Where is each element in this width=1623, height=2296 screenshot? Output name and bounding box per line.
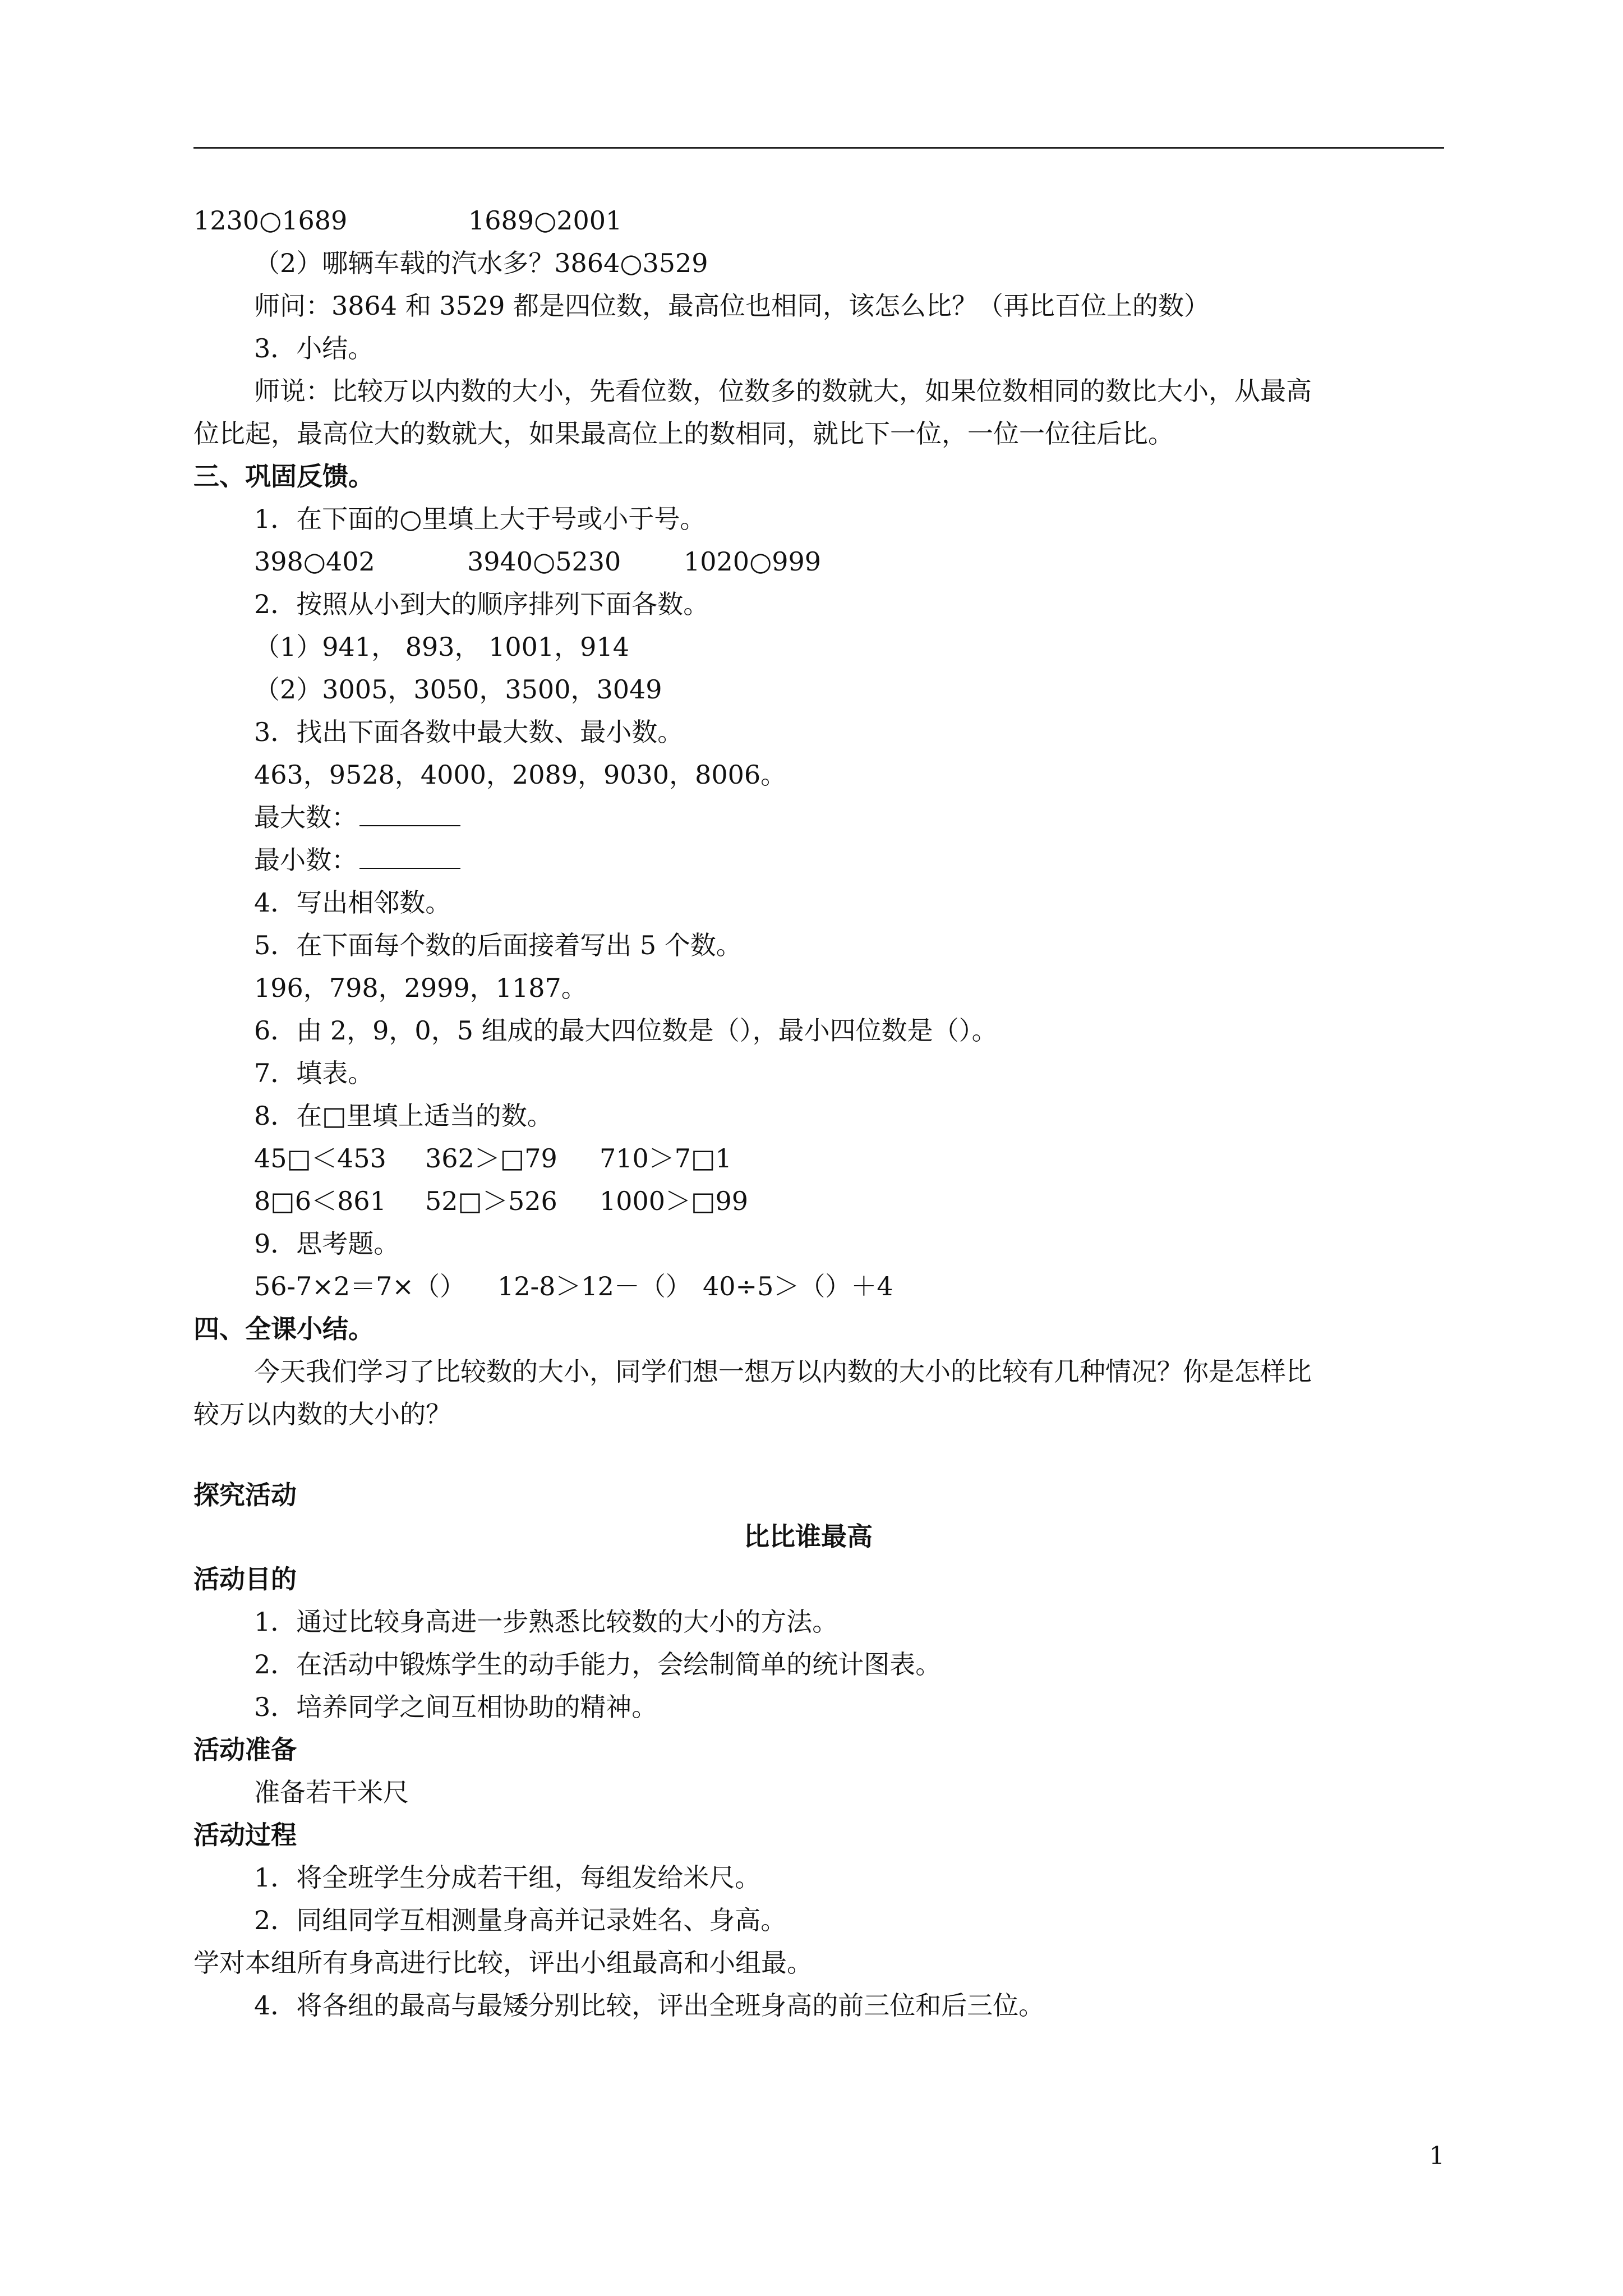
max-number-row — [254, 801, 460, 834]
exercise-9-item-c: 40÷5＞（）＋4 — [703, 1271, 893, 1301]
exercise-8-item-a3: 710＞7□1 — [600, 1143, 732, 1174]
closing-paragraph-1: 今天我们学习了比较数的大小，同学们想一想万以内数的大小的比较有几种情况？你是怎样比 — [254, 1356, 1312, 1387]
exercise-8-item-a1: 45□＜453 — [254, 1143, 386, 1174]
activity-goal-2: 2．在活动中锻炼学生的动手能力，会绘制简单的统计图表。 — [254, 1649, 942, 1680]
max-number-blank — [359, 803, 460, 826]
exercise-6: 6．由 2，9，0，5 组成的最大四位数是（），最小四位数是（）。 — [254, 1015, 998, 1046]
min-number-row — [254, 844, 460, 876]
summary-title: 3．小结。 — [254, 333, 374, 364]
header-rule — [193, 147, 1444, 149]
min-number-label: 最小数： — [254, 845, 357, 875]
exercise-9-item-a: 56-7×2＝7×（） — [254, 1271, 465, 1301]
closing-paragraph-2: 较万以内数的大小的？ — [193, 1399, 451, 1429]
activity-process-2: 2．同组同学互相测量身高并记录姓名、身高。 — [254, 1905, 787, 1935]
activity-process-1: 1．将全班学生分成若干组，每组发给米尺。 — [254, 1862, 761, 1893]
activity-process-heading: 活动过程 — [193, 1820, 297, 1850]
exercise-8-item-b2: 52□＞526 — [425, 1186, 557, 1216]
question-2: （2）哪辆车载的汽水多？3864○3529 — [254, 248, 708, 278]
exercise-3-numbers: 463，9528，4000，2089，9030，8006。 — [254, 760, 787, 790]
teacher-explanation-1: 师说：比较万以内数的大小，先看位数，位数多的数就大，如果位数相同的数比大小，从最高 — [254, 376, 1312, 406]
exercise-5-numbers: 196，798，2999，1187。 — [254, 973, 587, 1003]
teacher-explanation-2: 位比起，最高位大的数就大，如果最高位上的数相同，就比下一位，一位一位往后比。 — [193, 418, 1174, 449]
exercise-1-item-a: 398○402 — [254, 546, 375, 577]
exercise-8-item-b3: 1000＞□99 — [600, 1186, 749, 1216]
section-heading-summary: 四、全课小结。 — [193, 1314, 374, 1344]
activity-goal-1: 1．通过比较身高进一步熟悉比较数的大小的方法。 — [254, 1607, 838, 1637]
exercise-1-item-b: 3940○5230 — [467, 546, 621, 577]
page-number: 1 — [1429, 2142, 1445, 2170]
activity-goal-heading: 活动目的 — [193, 1564, 297, 1594]
section-heading-consolidation: 三、巩固反馈。 — [193, 461, 374, 491]
exercise-1: 1．在下面的○里填上大于号或小于号。 — [254, 504, 706, 534]
activity-process-4: 4．将各组的最高与最矮分别比较，评出全班身高的前三位和后三位。 — [254, 1990, 1045, 2021]
comparison-1230: 1230○1689 — [193, 205, 348, 236]
exercise-3: 3．找出下面各数中最大数、最小数。 — [254, 717, 684, 747]
activity-prep-1: 准备若干米尺 — [254, 1777, 409, 1807]
comparison-1689: 1689○2001 — [468, 205, 623, 236]
activity-title: 比比谁最高 — [744, 1521, 873, 1552]
exercise-5: 5．在下面每个数的后面接着写出 5 个数。 — [254, 930, 742, 960]
exercise-8-item-b1: 8□6＜861 — [254, 1186, 386, 1216]
activity-goal-3: 3．培养同学之间互相协助的精神。 — [254, 1692, 658, 1722]
teacher-question: 师问：3864 和 3529 都是四位数，最高位也相同，该怎么比？（再比百位上的数） — [254, 291, 1210, 321]
exercise-2: 2．按照从小到大的顺序排列下面各数。 — [254, 589, 709, 619]
exercise-1-item-c: 1020○999 — [684, 546, 822, 577]
activity-prep-heading: 活动准备 — [193, 1734, 297, 1765]
max-number-label: 最大数： — [254, 802, 357, 832]
exercise-4: 4．写出相邻数。 — [254, 887, 451, 918]
exercise-2-part-1: （1）941， 893， 1001，914 — [254, 632, 629, 662]
explore-activity-heading: 探究活动 — [193, 1480, 297, 1510]
min-number-blank — [359, 845, 460, 869]
exercise-8-item-a2: 362＞□79 — [425, 1143, 557, 1174]
activity-process-3: 学对本组所有身高进行比较，评出小组最高和小组最。 — [193, 1948, 813, 1978]
exercise-7: 7．填表。 — [254, 1058, 374, 1088]
exercise-9-item-b: 12-8＞12－（） — [497, 1271, 691, 1301]
exercise-8: 8．在□里填上适当的数。 — [254, 1101, 553, 1131]
exercise-9: 9．思考题。 — [254, 1228, 400, 1259]
exercise-2-part-2: （2）3005，3050，3500，3049 — [254, 674, 662, 705]
